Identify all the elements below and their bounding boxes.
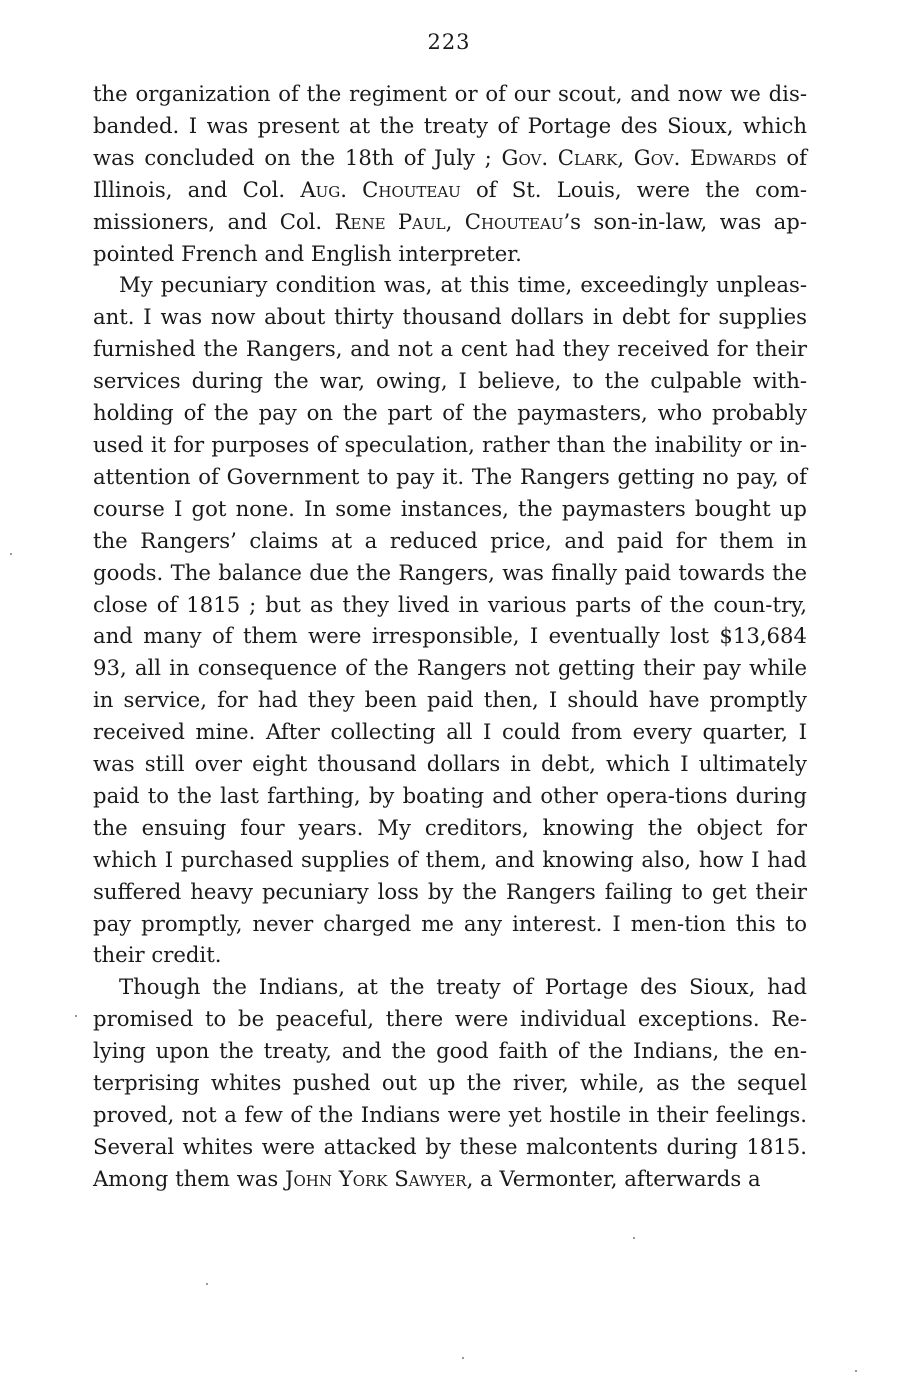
proper-name: Gov. Edwards — [633, 144, 777, 170]
text-run: , — [617, 144, 634, 170]
text-run: , — [445, 208, 465, 234]
text-run: the organization of the regiment or of our scout, and now we dis-banded. I was present at the treaty of Portage des Sioux, which was concluded on the 18th of July ; — [93, 81, 807, 170]
proper-name: John York Sawyer — [285, 1165, 467, 1191]
text-run: My pecuniary condition was, at this time, exceedingly unpleas-ant. I was now about thirty thousand dollars in debt for supplies furnished the Rangers, and not a cent had they received for their services during the war, owing, I believe, to the culpable with-holding of the pay on the part of the paymasters, who probably used it for purposes of speculation, rather than the inability or in-attention of Government to pay it. The Rangers getting no pay, of course I got none. In some instances, the paymasters bought up the Rangers’ claims at a reduced price, and paid for them in goods. The balance due the Rangers, was finally paid towards the close of 1815 ; but as they lived in various parts of the coun-try, and many of them were irresponsible, I eventually lost $13,684 93, all in consequence of the Rangers not getting their pay while in service, for had they been paid then, I should have promptly received mine. After collecting all I could from every quarter, I was still over eight thousand dollars in debt, which I ultimately paid to the last farthing, by boating and other opera-tions during the ensuing four years. My creditors, knowing the object for which I purchased supplies of them, and knowing also, how I had suffered heavy pecuniary loss by the Rangers failing to get their pay promptly, never charged me any interest. I men-tion this to their credit. — [93, 272, 807, 968]
text-run: of Illinois, and Col. — [93, 144, 807, 202]
proper-name: Gov. Clark — [501, 144, 618, 170]
scan-speck — [633, 1237, 635, 1239]
proper-name: Rene Paul — [334, 208, 446, 234]
page-number: 223 — [427, 30, 471, 54]
body-text — [93, 78, 807, 1195]
paragraph — [93, 78, 807, 269]
paragraph — [93, 971, 807, 1194]
text-run: ’s son-in-law, was ap-pointed French and English interpreter. — [93, 208, 807, 266]
scan-speck — [855, 1370, 857, 1372]
text-run: of St. Louis, were the com-missioners, and Col. — [93, 176, 807, 234]
scan-speck — [206, 1283, 208, 1285]
paragraph — [93, 269, 807, 971]
text-run: , a Vermonter, afterwards a — [466, 1165, 761, 1191]
proper-name: Aug. Chouteau — [300, 176, 461, 202]
scan-speck — [462, 1357, 464, 1359]
text-run: Though the Indians, at the treaty of Portage des Sioux, had promised to be peaceful, there were individual exceptions. Re-lying upon the treaty, and the good faith of the Indians, the en-terprising whites pushed out up the river, while, as the sequel proved, not a few of the Indians were yet hostile in their feelings. Several whites were attacked by these malcontents during 1815. Among them was — [93, 974, 807, 1191]
proper-name: Chouteau — [464, 208, 564, 234]
scan-speck — [75, 1015, 77, 1017]
scan-speck — [10, 553, 12, 555]
